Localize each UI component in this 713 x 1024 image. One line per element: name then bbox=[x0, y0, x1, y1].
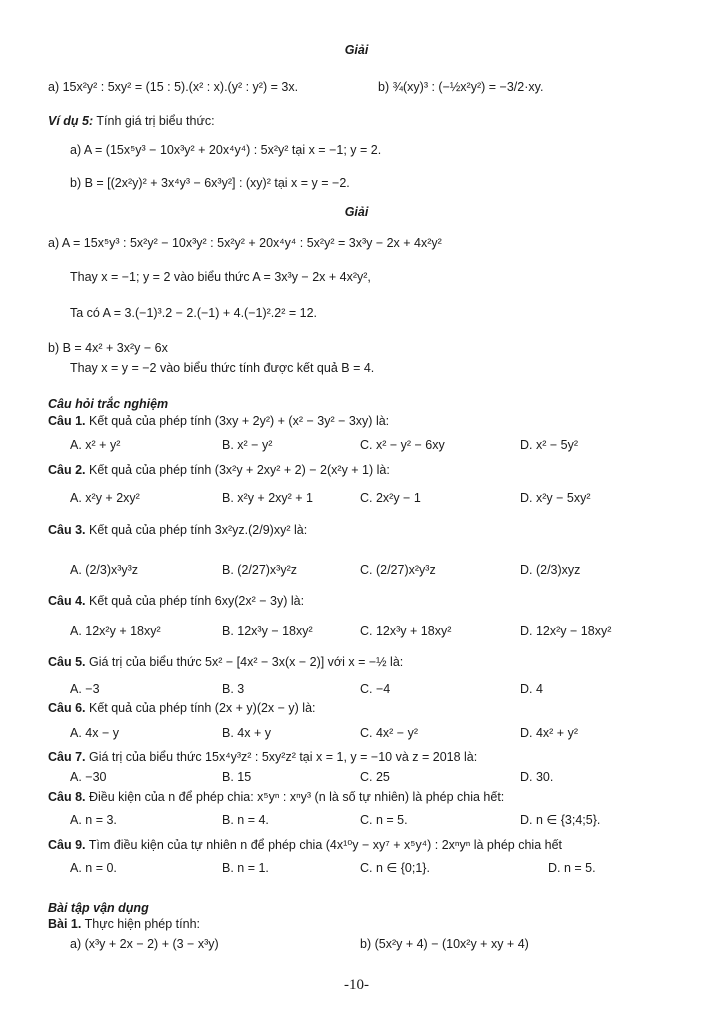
answer-option: A. (2/3)x³y³z bbox=[70, 563, 139, 577]
answer-option: D. n ∈ {3;4;5}. bbox=[520, 813, 601, 827]
answer-option: C. −4 bbox=[360, 682, 391, 696]
answer-option: C. (2/27)x²y³z bbox=[360, 563, 436, 577]
question-text: Kết quả của phép tính (3x²y + 2xy² + 2) − 2(x²y + 1) là: bbox=[89, 463, 390, 477]
question-text: Điều kiện của n để phép chia: x⁵yⁿ : xⁿy³ (n là số tự nhiên) là phép chia hết: bbox=[89, 790, 505, 804]
answer-option: D. 4 bbox=[520, 682, 543, 696]
solution-a-line: a) A = 15x⁵y³ : 5x²y² − 10x³y² : 5x²y² + 20x⁴y⁴ : 5x²y² = 3x³y − 2x + 4x²y² bbox=[48, 236, 442, 250]
answer-option: B. 4x + y bbox=[222, 726, 271, 740]
answer-option: B. x² − y² bbox=[222, 438, 273, 452]
answer-option: D. 4x² + y² bbox=[520, 726, 578, 740]
quiz-heading: Câu hỏi trắc nghiệm bbox=[48, 397, 169, 411]
question-label: Câu 1. bbox=[48, 414, 86, 428]
answer-option: C. 4x² − y² bbox=[360, 726, 418, 740]
answer-option: A. −3 bbox=[70, 682, 100, 696]
solution-heading: Giải bbox=[344, 43, 369, 57]
question-8 bbox=[48, 790, 504, 804]
question-2 bbox=[48, 463, 390, 477]
example5-prompt-text: Tính giá trị biểu thức: bbox=[96, 114, 215, 128]
answer-option: C. 12x³y + 18xy² bbox=[360, 624, 452, 638]
answer-option: A. 4x − y bbox=[70, 726, 119, 740]
example5-title: Ví dụ 5: bbox=[48, 114, 94, 128]
answer-option: A. x²y + 2xy² bbox=[70, 491, 140, 505]
answer-option: A. n = 3. bbox=[70, 813, 117, 827]
solution-a-substitution: Thay x = −1; y = 2 vào biểu thức A = 3x³y − 2x + 4x²y², bbox=[70, 270, 371, 284]
answer-option: D. x² − 5y² bbox=[520, 438, 578, 452]
example4-part-a: a) 15x²y² : 5xy² = (15 : 5).(x² : x).(y² : y²) = 3x. bbox=[48, 80, 299, 94]
question-text: Kết quả của phép tính (3xy + 2y²) + (x² − 3y² − 3xy) là: bbox=[89, 414, 390, 428]
question-text: Giá trị của biểu thức 15x⁴y³z² : 5xy²z² tại x = 1, y = −10 và z = 2018 là: bbox=[89, 750, 478, 764]
question-label: Câu 5. bbox=[48, 655, 86, 669]
answer-option: D. n = 5. bbox=[548, 861, 596, 875]
solution-b-line: b) B = 4x² + 3x²y − 6x bbox=[48, 341, 168, 355]
exercise-1-part-a: a) (x³y + 2x − 2) + (3 − x³y) bbox=[70, 937, 219, 951]
answer-option: B. 3 bbox=[222, 682, 245, 696]
question-5 bbox=[48, 655, 403, 669]
practice-heading: Bài tập vận dụng bbox=[48, 901, 149, 915]
example5-prompt bbox=[48, 114, 215, 128]
question-6 bbox=[48, 701, 316, 715]
answer-option: D. (2/3)xyz bbox=[520, 563, 581, 577]
question-text: Kết quả của phép tính (2x + y)(2x − y) là: bbox=[89, 701, 316, 715]
answer-option: B. 12x³y − 18xy² bbox=[222, 624, 313, 638]
answer-option: D. 12x²y − 18xy² bbox=[520, 624, 612, 638]
answer-option: B. (2/27)x³y²z bbox=[222, 563, 298, 577]
exercise-text: Thực hiện phép tính: bbox=[84, 917, 200, 931]
answer-option: C. 25 bbox=[360, 770, 390, 784]
question-text: Kết quả của phép tính 3x²yz.(2/9)xy² là: bbox=[89, 523, 308, 537]
example5-part-b: b) B = [(2x²y)² + 3x⁴y³ − 6x³y²] : (xy)² tại x = y = −2. bbox=[70, 176, 350, 190]
solution-a-result: Ta có A = 3.(−1)³.2 − 2.(−1) + 4.(−1)².2² = 12. bbox=[70, 306, 318, 320]
answer-option: A. n = 0. bbox=[70, 861, 117, 875]
example4-part-b: b) ¾(xy)³ : (−½x²y²) = −3/2·xy. bbox=[378, 80, 544, 94]
answer-option: A. x² + y² bbox=[70, 438, 121, 452]
question-label: Câu 6. bbox=[48, 701, 86, 715]
question-label: Câu 3. bbox=[48, 523, 86, 537]
question-1 bbox=[48, 414, 389, 428]
question-text: Giá trị của biểu thức 5x² − [4x² − 3x(x − 2)] với x = −½ là: bbox=[89, 655, 404, 669]
exercise-1 bbox=[48, 917, 200, 931]
example5-part-a: a) A = (15x⁵y³ − 10x³y² + 20x⁴y⁴) : 5x²y² tại x = −1; y = 2. bbox=[70, 143, 382, 157]
answer-option: C. n = 5. bbox=[360, 813, 408, 827]
exercise-label: Bài 1. bbox=[48, 917, 82, 931]
answer-option: A. 12x²y + 18xy² bbox=[70, 624, 161, 638]
answer-option: D. 30. bbox=[520, 770, 554, 784]
answer-option: D. x²y − 5xy² bbox=[520, 491, 591, 505]
question-text: Kết quả của phép tính 6xy(2x² − 3y) là: bbox=[89, 594, 305, 608]
question-3 bbox=[48, 523, 307, 537]
question-label: Câu 7. bbox=[48, 750, 86, 764]
exercise-1-part-b: b) (5x²y + 4) − (10x²y + xy + 4) bbox=[360, 937, 529, 951]
answer-option: B. n = 4. bbox=[222, 813, 269, 827]
question-7 bbox=[48, 750, 477, 764]
question-label: Câu 2. bbox=[48, 463, 86, 477]
question-text: Tìm điều kiện của tự nhiên n để phép chia (4x¹⁰y − xy⁷ + x⁵y⁴) : 2xⁿyⁿ là phép chia hết bbox=[88, 838, 562, 852]
answer-option: A. −30 bbox=[70, 770, 107, 784]
question-label: Câu 9. bbox=[48, 838, 86, 852]
answer-option: C. 2x²y − 1 bbox=[360, 491, 421, 505]
question-label: Câu 4. bbox=[48, 594, 86, 608]
solution-b-result: Thay x = y = −2 vào biểu thức tính được kết quả B = 4. bbox=[70, 361, 375, 375]
question-label: Câu 8. bbox=[48, 790, 86, 804]
answer-option: B. n = 1. bbox=[222, 861, 269, 875]
question-9 bbox=[48, 838, 562, 852]
solution-heading-2: Giải bbox=[344, 205, 369, 219]
answer-option: B. 15 bbox=[222, 770, 252, 784]
answer-option: C. x² − y² − 6xy bbox=[360, 438, 445, 452]
question-4 bbox=[48, 594, 304, 608]
page-number: -10- bbox=[344, 977, 369, 993]
answer-option: C. n ∈ {0;1}. bbox=[360, 861, 430, 875]
answer-option: B. x²y + 2xy² + 1 bbox=[222, 491, 314, 505]
